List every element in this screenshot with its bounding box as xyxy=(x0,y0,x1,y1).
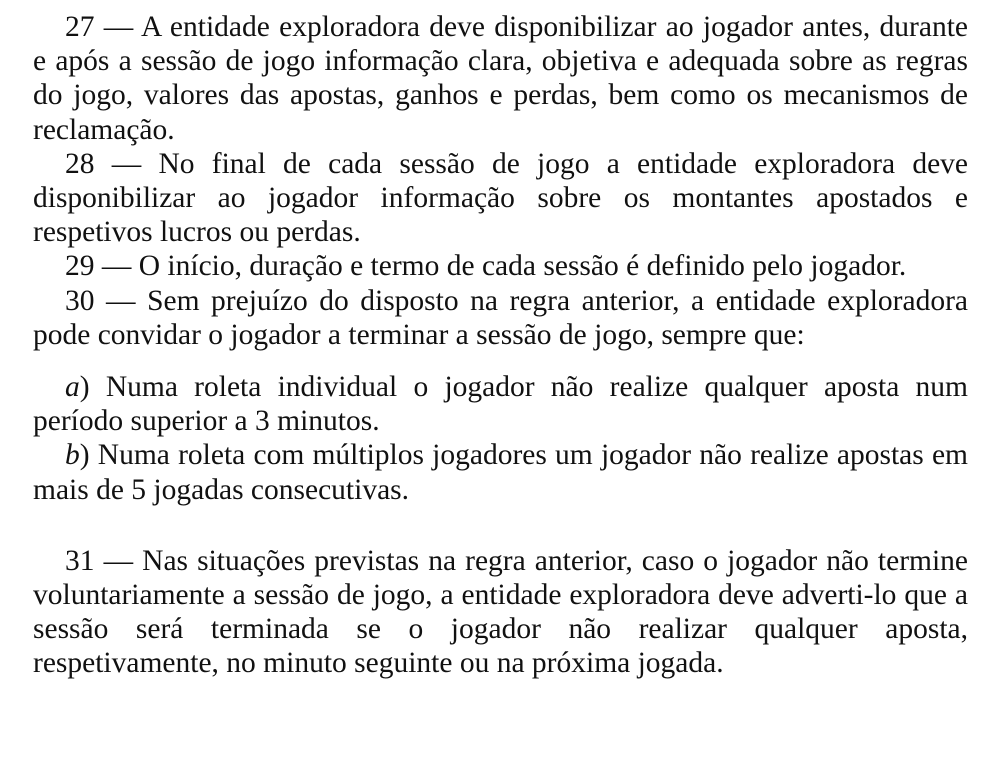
rule-28 xyxy=(33,147,968,250)
document-page xyxy=(33,10,968,681)
rule-number: 29 xyxy=(65,250,95,283)
rule-30 xyxy=(33,284,968,352)
rule-text: Nas situações previstas na regra anterior, caso o jogador não termine voluntariamente a sessão de jogo, a entidade exploradora deve adverti-lo que a sessão será terminada se o jogador não realizar qualquer aposta, respetivamente, no minuto seguinte ou na próxima jogada. xyxy=(33,544,969,680)
rule-number: 28 xyxy=(65,147,95,180)
rule-29 xyxy=(33,249,968,283)
subitem-text: Numa roleta com múltiplos jogadores um jogador não realize apostas em mais de 5 jogadas consecutivas. xyxy=(33,439,969,506)
subitem-marker: b xyxy=(65,439,80,472)
rule-27 xyxy=(33,10,968,147)
rule-number: 27 xyxy=(65,11,95,43)
em-dash: — xyxy=(111,147,142,180)
subitem-text: Numa roleta individual o jogador não realize qualquer aposta num período superior a 3 minutos. xyxy=(33,371,969,438)
rule-text: Sem prejuízo do disposto na regra anterior, a entidade exploradora pode convidar o jogador a terminar a sessão de jogo, sempre que: xyxy=(33,284,968,351)
rule-31 xyxy=(33,544,968,681)
subitem-a: a) Numa roleta individual o jogador não realize qualquer aposta num período superior a 3 minutos. xyxy=(33,371,969,438)
em-dash: — xyxy=(106,284,136,317)
rule-number: 31 xyxy=(65,544,95,577)
subitem-b: b) Numa roleta com múltiplos jogadores um jogador não realize apostas em mais de 5 jogadas consecutivas. xyxy=(33,439,969,506)
rule-text: O início, duração e termo de cada sessão é definido pelo jogador. xyxy=(138,250,907,283)
rule-text: No final de cada sessão de jogo a entidade exploradora deve disponibilizar ao jogador informação sobre os montantes apostados e respetivos lucros ou perdas. xyxy=(33,147,969,249)
em-dash: — xyxy=(103,11,134,43)
em-dash: — xyxy=(101,250,132,283)
rule-text: A entidade exploradora deve disponibilizar ao jogador antes, durante e após a sessão de jogo informação clara, objetiva e adequada sobre as regras do jogo, valores das apostas, ganhos e perdas, bem como os mecanismos de reclamação. xyxy=(33,11,968,146)
subitem-marker: a xyxy=(65,371,80,404)
em-dash: — xyxy=(103,544,134,577)
rule-number: 30 xyxy=(65,284,95,317)
